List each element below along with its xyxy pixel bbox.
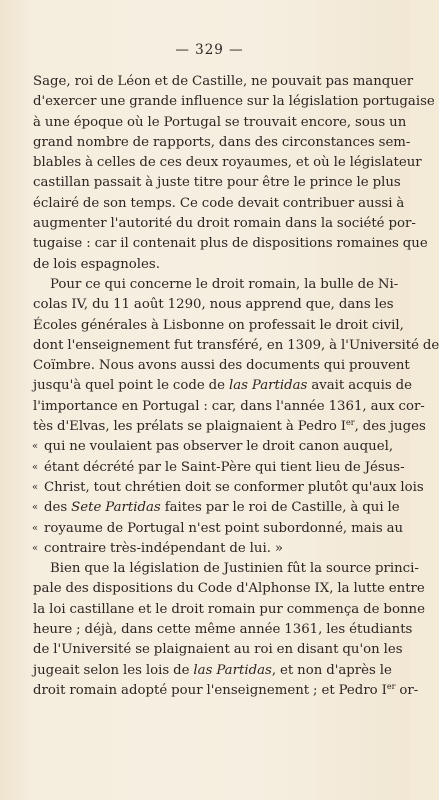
line-text: à une époque où le Portugal se trouvait encore, sous un bbox=[33, 114, 407, 130]
line-text: qui ne voulaient pas observer le droit canon auquel, bbox=[44, 439, 394, 455]
text-line bbox=[33, 539, 386, 559]
text-line bbox=[33, 579, 425, 599]
quote-mark: « bbox=[32, 481, 39, 493]
line-text: royaume de Portugal n'est point subordonné, mais au bbox=[44, 520, 404, 536]
text-line bbox=[33, 620, 413, 640]
line-text: droit romain adopté pour l'enseignement ; et Pedro I bbox=[33, 682, 387, 698]
quote-mark: « bbox=[32, 522, 39, 534]
text-line bbox=[33, 681, 419, 701]
line-text: dont l'enseignement fut transféré, en 1309, à l'Université de bbox=[33, 337, 439, 353]
body-text bbox=[32, 72, 439, 701]
quote-mark: « bbox=[32, 542, 39, 554]
line-text: augmenter l'autorité du droit romain dans la société por- bbox=[33, 216, 416, 232]
text-line bbox=[33, 336, 439, 356]
line-text: avait acquis de bbox=[307, 378, 413, 394]
text-line bbox=[33, 133, 411, 153]
line-text: Écoles générales à Lisbonne on professait le droit civil, bbox=[33, 317, 404, 333]
text-line bbox=[33, 153, 422, 173]
line-text: blables à celles de ces deux royaumes, et où le législateur bbox=[33, 155, 422, 171]
text-line bbox=[32, 437, 394, 457]
text-line bbox=[33, 72, 414, 92]
text-line bbox=[32, 478, 424, 498]
italic-title: Sete Partidas bbox=[71, 500, 161, 516]
text-line bbox=[33, 397, 425, 417]
quoted-line-content bbox=[33, 519, 404, 539]
text-line bbox=[33, 173, 401, 193]
text-line bbox=[33, 356, 410, 376]
line-text: castillan passait à juste titre pour être le prince le plus bbox=[33, 175, 401, 191]
line-text: Sage, roi de Léon et de Castille, ne pouvait pas manquer bbox=[33, 74, 414, 89]
line-text: tugaise : car il contenait plus de dispositions romaines que bbox=[33, 236, 428, 252]
quote-mark: « bbox=[32, 461, 39, 473]
line-text: colas IV, du 11 août 1290, nous apprend que, dans les bbox=[33, 297, 394, 313]
italic-title: las Partidas bbox=[228, 378, 308, 394]
line-text: grand nombre de rapports, dans des circonstances sem- bbox=[33, 134, 411, 150]
text-line bbox=[33, 316, 404, 336]
line-text: faites par le roi de Castille, à qui le bbox=[160, 500, 400, 516]
text-line bbox=[33, 194, 405, 214]
line-text: étant décrété par le Saint-Père qui tient lieu de Jésus- bbox=[44, 459, 405, 475]
text-line bbox=[33, 417, 426, 437]
line-text: la loi castillane et le droit romain pur commença de bonne bbox=[33, 601, 425, 617]
quote-mark: « bbox=[32, 502, 39, 514]
quoted-line-content bbox=[33, 498, 400, 518]
quoted-line-content bbox=[33, 539, 386, 559]
text-line bbox=[33, 295, 394, 315]
text-line bbox=[33, 275, 399, 295]
quoted-line-content bbox=[33, 478, 424, 498]
line-text: heure ; déjà, dans cette même année 1361, les étudiants bbox=[33, 622, 413, 638]
line-text: jusqu'à quel point le code de bbox=[33, 378, 229, 394]
text-line bbox=[32, 498, 400, 518]
text-line bbox=[33, 255, 386, 275]
line-text: Christ, tout chrétien doit se conformer plutôt qu'aux lois bbox=[44, 479, 424, 495]
line-text: Bien que la législation de Justinien fût la source princi- bbox=[50, 561, 419, 577]
text-line bbox=[33, 113, 407, 133]
line-text: tès d'Elvas, les prélats se plaignaient à Pedro I bbox=[33, 419, 347, 435]
line-text: d'exercer une grande influence sur la législation portugaise bbox=[33, 94, 435, 110]
line-text: l'importance en Portugal : car, dans l'année 1361, aux cor- bbox=[33, 398, 425, 414]
text-line bbox=[33, 376, 413, 396]
page-number: — 329 — bbox=[175, 42, 244, 58]
text-line bbox=[33, 559, 419, 579]
quoted-line-content bbox=[33, 437, 394, 457]
line-text: Pour ce qui concerne le droit romain, la bulle de Ni- bbox=[50, 276, 399, 292]
text-line bbox=[33, 600, 425, 620]
line-text: de l'Université se plaignaient au roi en disant qu'on les bbox=[33, 642, 403, 658]
text-line bbox=[33, 214, 416, 234]
superscript: er bbox=[386, 681, 396, 691]
line-text: or- bbox=[395, 682, 419, 698]
line-text: pale des dispositions du Code d'Alphonse IX, la lutte entre bbox=[33, 581, 425, 597]
italic-title: las Partidas bbox=[193, 662, 272, 678]
text-line bbox=[33, 640, 403, 660]
text-line bbox=[33, 661, 392, 681]
line-text: contraire très-indépendant de lui. » bbox=[44, 540, 284, 556]
line-text: éclairé de son temps. Ce code devait contribuer aussi à bbox=[33, 195, 405, 211]
superscript: er bbox=[346, 418, 355, 428]
quote-mark: « bbox=[32, 441, 39, 453]
text-line bbox=[33, 234, 428, 254]
line-text: Coïmbre. Nous avons aussi des documents qui prouvent bbox=[33, 358, 410, 374]
line-text: de lois espagnoles. bbox=[33, 256, 160, 272]
line-text: , des juges bbox=[354, 419, 426, 435]
line-text: jugeait selon les lois de bbox=[33, 662, 194, 678]
text-line bbox=[32, 458, 405, 478]
text-line bbox=[33, 92, 435, 112]
text-line bbox=[32, 519, 404, 539]
line-text: , et non d'après le bbox=[271, 662, 392, 678]
line-text: des bbox=[44, 500, 72, 516]
quoted-line-content bbox=[33, 458, 405, 478]
